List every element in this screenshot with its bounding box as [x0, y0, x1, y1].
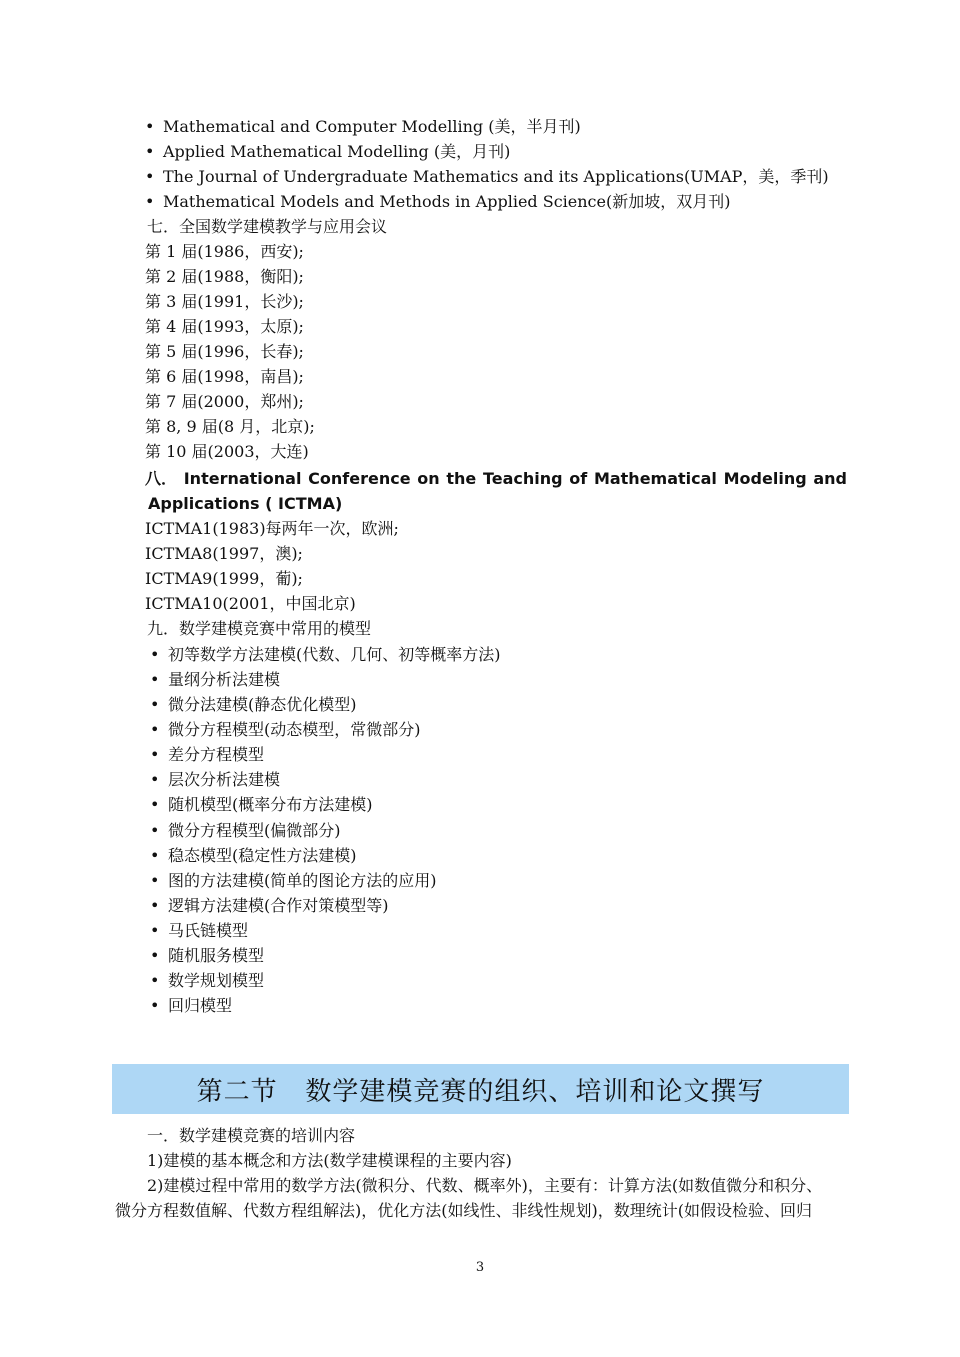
- bullet-icon: •: [150, 871, 160, 890]
- bullet-icon: •: [150, 770, 160, 789]
- list-item: • 随机服务模型: [150, 946, 265, 965]
- paragraph: 2)建模过程中常用的数学方法(微积分、代数、概率外)，主要有：计算方法(如数值微分和积分、: [147, 1176, 823, 1195]
- list-item: • 稳态模型(稳定性方法建模): [150, 846, 357, 865]
- paragraph: 1)建模的基本概念和方法(数学建模课程的主要内容): [147, 1151, 512, 1170]
- paragraph: 微分方程数值解、代数方程组解法)，优化方法(如线性、非线性规划)，数理统计(如假设检验、回归: [115, 1201, 812, 1220]
- list-item: • 回归模型: [150, 996, 233, 1015]
- list-item: • 层次分析法建模: [150, 770, 281, 789]
- list-item: 第 1 届(1986，西安);: [145, 242, 304, 261]
- list-item: • 量纲分析法建模: [150, 670, 281, 689]
- list-item: • 随机模型(概率分布方法建模): [150, 795, 373, 814]
- list-item: • Mathematical Models and Methods in Applied Science(新加坡，双月刊): [145, 192, 731, 211]
- list-item: ICTMA10(2001，中国北京): [145, 594, 356, 613]
- chapter-heading: 第二节 数学建模竞赛的组织、培训和论文撰写: [196, 1076, 765, 1107]
- bullet-icon: •: [150, 896, 160, 915]
- bullet-icon: •: [145, 167, 155, 186]
- list-item: 第 2 届(1988，衡阳);: [145, 267, 304, 286]
- list-item: • 图的方法建模(简单的图论方法的应用): [150, 871, 437, 890]
- bullet-icon: •: [150, 695, 160, 714]
- list-item: 第 5 届(1996，长春);: [145, 342, 304, 361]
- bullet-icon: •: [150, 946, 160, 965]
- list-item: • Applied Mathematical Modelling (美，月刊): [145, 142, 511, 161]
- bullet-icon: •: [150, 921, 160, 940]
- list-item: • Mathematical and Computer Modelling (美，半月刊): [145, 117, 581, 136]
- list-item: • 微分方程模型(偏微部分): [150, 821, 341, 840]
- section-7-title: 七．全国数学建模教学与应用会议: [147, 217, 388, 236]
- list-item: • 数学规划模型: [150, 971, 265, 990]
- bullet-icon: •: [150, 645, 160, 664]
- bullet-icon: •: [145, 192, 155, 211]
- list-item: 第 6 届(1998，南昌);: [145, 367, 304, 386]
- section-9-title: 九．数学建模竞赛中常用的模型: [147, 619, 372, 638]
- bullet-icon: •: [150, 846, 160, 865]
- bullet-icon: •: [150, 670, 160, 689]
- section-8-title-line2: Applications ( ICTMA): [148, 494, 343, 513]
- list-item: • The Journal of Undergraduate Mathematics and its Applications(UMAP，美，季刊): [145, 167, 829, 186]
- bullet-icon: •: [150, 971, 160, 990]
- bullet-icon: •: [145, 117, 155, 136]
- bullet-icon: •: [150, 821, 160, 840]
- list-item: • 初等数学方法建模(代数、几何、初等概率方法): [150, 645, 501, 664]
- page-number: 3: [475, 1260, 485, 1275]
- list-item: 第 8, 9 届(8 月，北京);: [145, 417, 315, 436]
- bullet-icon: •: [145, 142, 155, 161]
- list-item: • 微分方程模型(动态模型，常微部分): [150, 720, 421, 739]
- part-1-title: 一．数学建模竞赛的培训内容: [147, 1126, 356, 1145]
- bullet-icon: •: [150, 745, 160, 764]
- list-item: • 逻辑方法建模(合作对策模型等): [150, 896, 389, 915]
- bullet-icon: •: [150, 996, 160, 1015]
- list-item: • 马氏链模型: [150, 921, 249, 940]
- list-item: ICTMA9(1999，葡);: [145, 569, 303, 588]
- list-item: ICTMA8(1997，澳);: [145, 544, 303, 563]
- section-8-title: 八． International Conference on the Teaching of Mathematical Modeling and: [145, 469, 847, 488]
- list-item: ICTMA1(1983)每两年一次，欧洲;: [145, 519, 399, 538]
- chapter-heading-bar: [112, 1064, 849, 1114]
- list-item: 第 3 届(1991，长沙);: [145, 292, 304, 311]
- bullet-icon: •: [150, 720, 160, 739]
- list-item: • 差分方程模型: [150, 745, 265, 764]
- list-item: • 微分法建模(静态优化模型): [150, 695, 357, 714]
- list-item: 第 7 届(2000，郑州);: [145, 392, 304, 411]
- bullet-icon: •: [150, 795, 160, 814]
- list-item: 第 10 届(2003，大连): [145, 442, 309, 461]
- list-item: 第 4 届(1993，太原);: [145, 317, 304, 336]
